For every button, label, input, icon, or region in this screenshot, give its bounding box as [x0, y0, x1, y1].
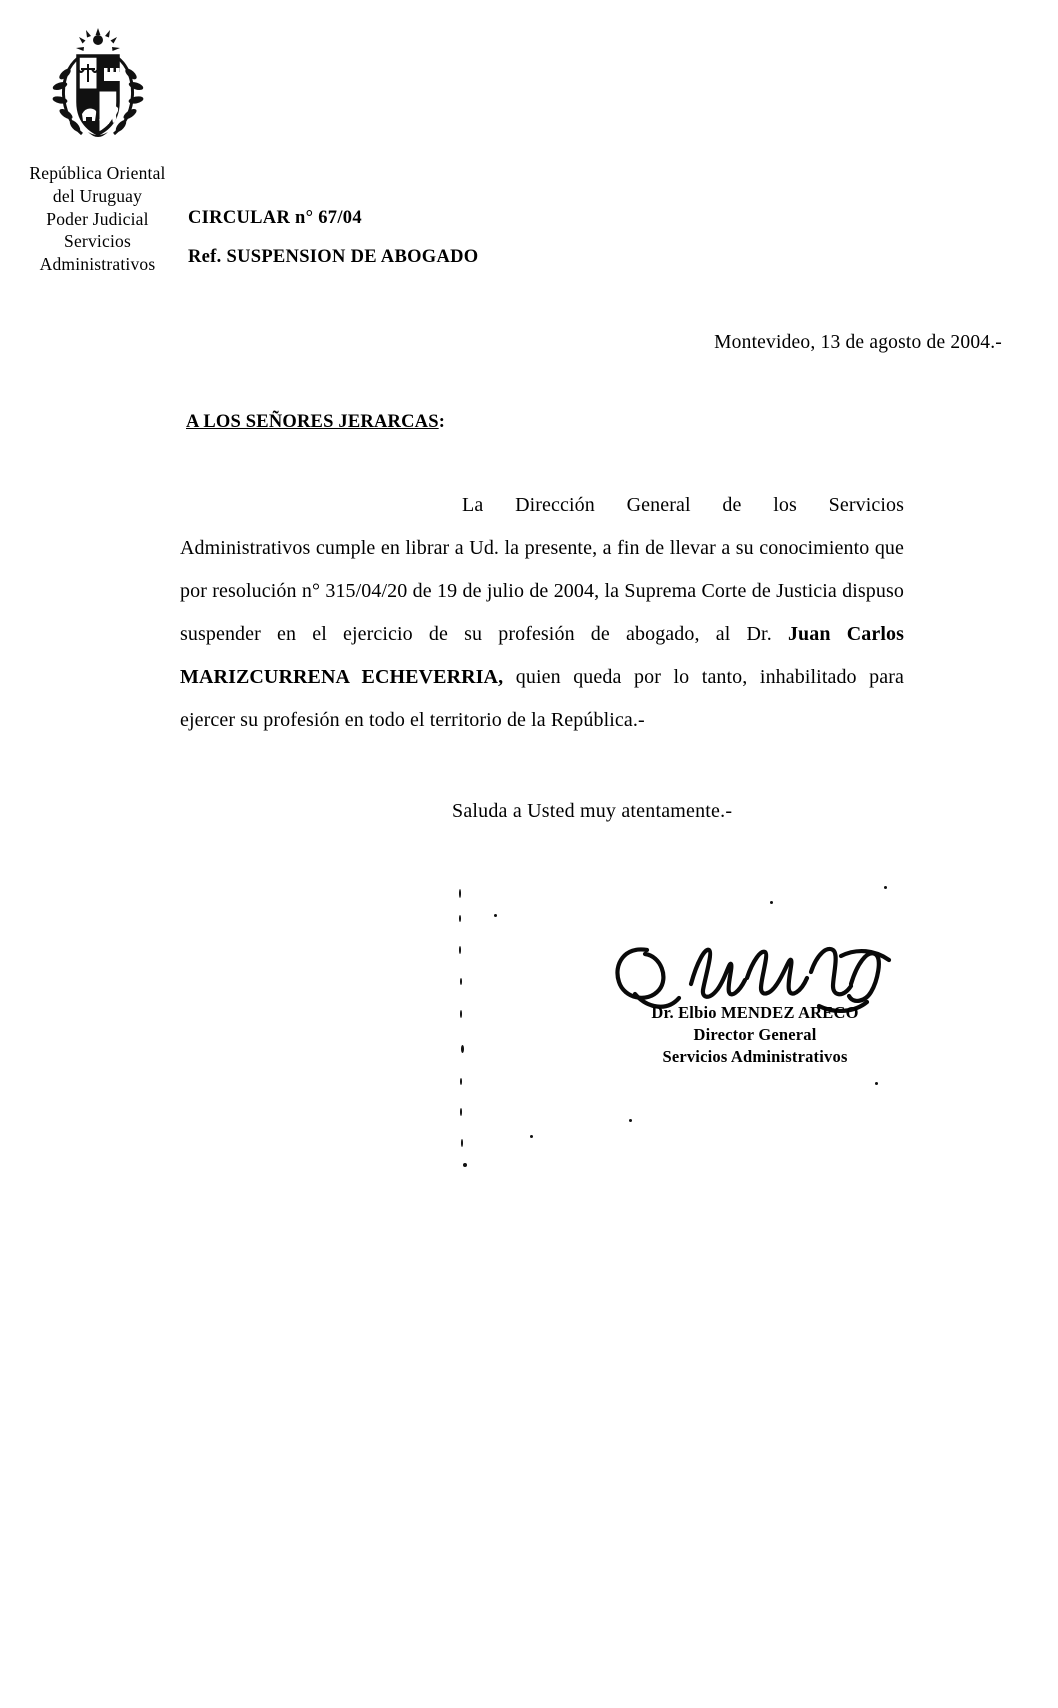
- salutation-colon: :: [438, 412, 446, 432]
- letterhead-line-1: República Oriental: [29, 163, 166, 183]
- reference-subject: Ref. SUSPENSION DE ABOGADO: [188, 247, 479, 267]
- letterhead-line-3: Poder Judicial: [46, 208, 149, 229]
- signature-names: [590, 1002, 920, 1067]
- signer-title: Director General: [693, 1024, 817, 1044]
- letterhead-line-2: del Uruguay: [52, 185, 143, 206]
- body-part-one: La Dirección General de los Servicios Administrativos cumple en librar a Ud. la presente, a fin de llevar a su conocimiento que por resolución n° 315/04/20 de 19 de julio de 2004, la Suprema Corte de Justicia dispuso suspender en el ejercicio de su profesión de abogado, al Dr.: [180, 494, 904, 645]
- letterhead: [10, 28, 185, 276]
- signature-block: [590, 920, 920, 1067]
- signer-name: Dr. Elbio MENDEZ ARECO: [651, 1003, 859, 1022]
- closing-line: Saluda a Usted muy atentamente.-: [452, 800, 733, 822]
- salutation: [186, 412, 445, 433]
- suspended-lawyer-name: Juan Carlos MARIZCURRENA ECHEVERRIA,: [180, 623, 904, 688]
- circular-number: CIRCULAR n° 67/04: [188, 208, 362, 228]
- body-part-two: quien queda por lo tanto, inhabilitado para ejercer su profesión en todo el territorio de la República.-: [180, 666, 904, 731]
- letterhead-line-4: Servicios: [64, 231, 131, 252]
- letterhead-lines: [10, 162, 185, 276]
- uruguay-coat-of-arms-icon: [38, 28, 158, 150]
- document-heading: [188, 208, 478, 286]
- signer-department: Servicios Administrativos: [662, 1046, 848, 1066]
- salutation-text: A LOS SEÑORES JERARCAS: [186, 412, 439, 432]
- body-paragraph: [180, 484, 904, 742]
- letterhead-line-5: Administrativos: [39, 254, 156, 274]
- date-line: Montevideo, 13 de agosto de 2004.-: [714, 332, 1002, 353]
